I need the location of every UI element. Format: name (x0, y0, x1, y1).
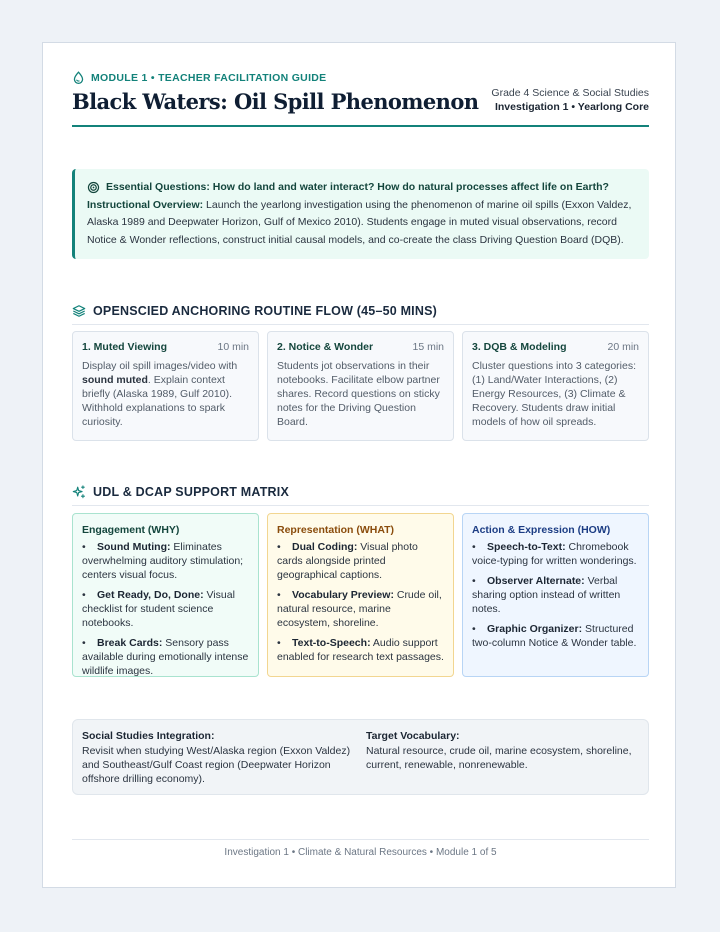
support-item (82, 588, 249, 630)
udl-support-list (472, 540, 639, 650)
support-label: Vocabulary Preview: (292, 589, 394, 601)
overview-text: Launch the yearlong investigation using the phenomenon of marine oil spills (Exxon Valdez, Alaska 1989 and Deepwater Horizon, Gulf of Mexico 2010). Students engage in muted visual observations, record Notice & Wonder reflections, construct initial causal models, and co-create the class Driving Question Board (DQB). (87, 198, 632, 246)
flow-section-divider (72, 324, 649, 325)
vocabulary-text: Natural resource, crude oil, marine ecosystem, shoreline, current, renewable, nonrenewable. (366, 745, 632, 771)
support-item (277, 636, 444, 664)
target-icon (87, 181, 100, 194)
support-item (472, 622, 639, 650)
support-item (82, 636, 249, 678)
document-page (42, 42, 676, 888)
page-title: Black Waters: Oil Spill Phenomenon (72, 89, 479, 114)
footer-divider (72, 839, 649, 840)
step-title: 3. DQB & Modeling (472, 341, 567, 353)
overview-label: Instructional Overview: (87, 198, 204, 211)
udl-section-heading (72, 485, 289, 499)
support-item (472, 574, 639, 616)
udl-section-divider (72, 505, 649, 506)
support-item (82, 540, 249, 582)
step-description: Cluster questions into 3 categories: (1) Land/Water Interactions, (2) Energy Resources, (3) Climate & Recovery. Students draw initial models of how oil spreads. (472, 360, 637, 428)
flow-step-dqb-modeling (462, 331, 649, 441)
step-title: 1. Muted Viewing (82, 341, 167, 353)
step-text: . Explain context briefly (Alaska 1989, Gulf 2010). Withhold explanations to spark curiosity. (82, 374, 232, 428)
header-divider (72, 125, 649, 127)
header-meta (491, 86, 649, 114)
flow-heading-text: OPENSCIED ANCHORING ROUTINE FLOW (45–50 MINS) (93, 304, 437, 318)
support-text: Visual photo cards alongside printed geographical captions. (277, 541, 418, 581)
module-kicker (72, 71, 649, 84)
instructional-overview (87, 197, 639, 250)
support-label: Break Cards: (97, 637, 163, 649)
social-studies-integration (82, 729, 356, 786)
support-item (472, 540, 639, 568)
page-footer: Investigation 1 • Climate & Natural Resources • Module 1 of 5 (224, 847, 497, 858)
integration-panel (72, 719, 649, 795)
page-header (72, 71, 649, 114)
flow-step-muted-viewing (72, 331, 259, 441)
support-label: Dual Coding: (292, 541, 358, 553)
step-duration: 20 min (607, 341, 639, 353)
vocabulary-label: Target Vocabulary: (366, 730, 460, 742)
support-text: Chromebook voice-typing for written wonderings. (472, 541, 637, 567)
udl-column-title: Engagement (WHY) (82, 524, 180, 536)
essential-questions-text: Essential Questions: How do land and water interact? How do natural processes affect life on Earth? (106, 181, 609, 193)
step-emphasis: sound muted (82, 374, 148, 386)
oil-drop-icon (72, 71, 85, 84)
support-text: Verbal sharing option instead of written notes. (472, 575, 621, 615)
grade-subject: Grade 4 Science & Social Studies (491, 87, 649, 99)
udl-representation-card (267, 513, 454, 677)
flow-section-heading (72, 304, 437, 318)
essential-questions (87, 179, 639, 197)
step-duration: 10 min (217, 341, 249, 353)
layers-icon (72, 304, 86, 318)
udl-support-list (277, 540, 444, 664)
udl-support-list (82, 540, 249, 678)
social-studies-label: Social Studies Integration: (82, 730, 215, 742)
essential-questions-callout (72, 169, 649, 259)
support-label: Sound Muting: (97, 541, 171, 553)
support-label: Text-to-Speech: (292, 637, 371, 649)
step-description (82, 359, 249, 429)
sparkles-icon (72, 485, 86, 499)
kicker-text: MODULE 1 • TEACHER FACILITATION GUIDE (91, 71, 327, 84)
step-duration: 15 min (412, 341, 444, 353)
support-text: Sensory pass available during emotionally intense wildlife images. (82, 637, 249, 677)
flow-step-notice-wonder (267, 331, 454, 441)
udl-heading-text: UDL & DCAP SUPPORT MATRIX (93, 485, 289, 499)
target-vocabulary (366, 729, 641, 772)
support-label: Observer Alternate: (487, 575, 585, 587)
step-title: 2. Notice & Wonder (277, 341, 374, 353)
support-item (277, 540, 444, 582)
step-description: Students jot observations in their notebooks. Facilitate elbow partner shares. Record questions on sticky notes for the Driving Question Board. (277, 360, 440, 428)
investigation-label: Investigation 1 • Yearlong Core (494, 101, 649, 113)
support-text: Structured two-column Notice & Wonder table. (472, 623, 637, 649)
support-text: Crude oil, natural resource, marine ecosystem, shoreline. (277, 589, 442, 629)
udl-column-title: Representation (WHAT) (277, 524, 395, 536)
social-studies-text: Revisit when studying West/Alaska region (Exxon Valdez) and Southeast/Gulf Coast region (Deepwater Horizon offshore drilling economy). (82, 745, 351, 785)
support-label: Speech-to-Text: (487, 541, 566, 553)
step-text: Display oil spill images/video with (82, 360, 238, 372)
support-label: Graphic Organizer: (487, 623, 583, 635)
support-text: Eliminates overwhelming auditory stimulation; centers visual focus. (82, 541, 244, 581)
support-text: Audio support enabled for research text passages. (277, 637, 444, 663)
support-item (277, 588, 444, 630)
support-text: Visual checklist for student science notebooks. (82, 589, 235, 629)
udl-action-expression-card (462, 513, 649, 677)
support-label: Get Ready, Do, Done: (97, 589, 204, 601)
udl-engagement-card (72, 513, 259, 677)
udl-column-title: Action & Expression (HOW) (472, 524, 611, 536)
